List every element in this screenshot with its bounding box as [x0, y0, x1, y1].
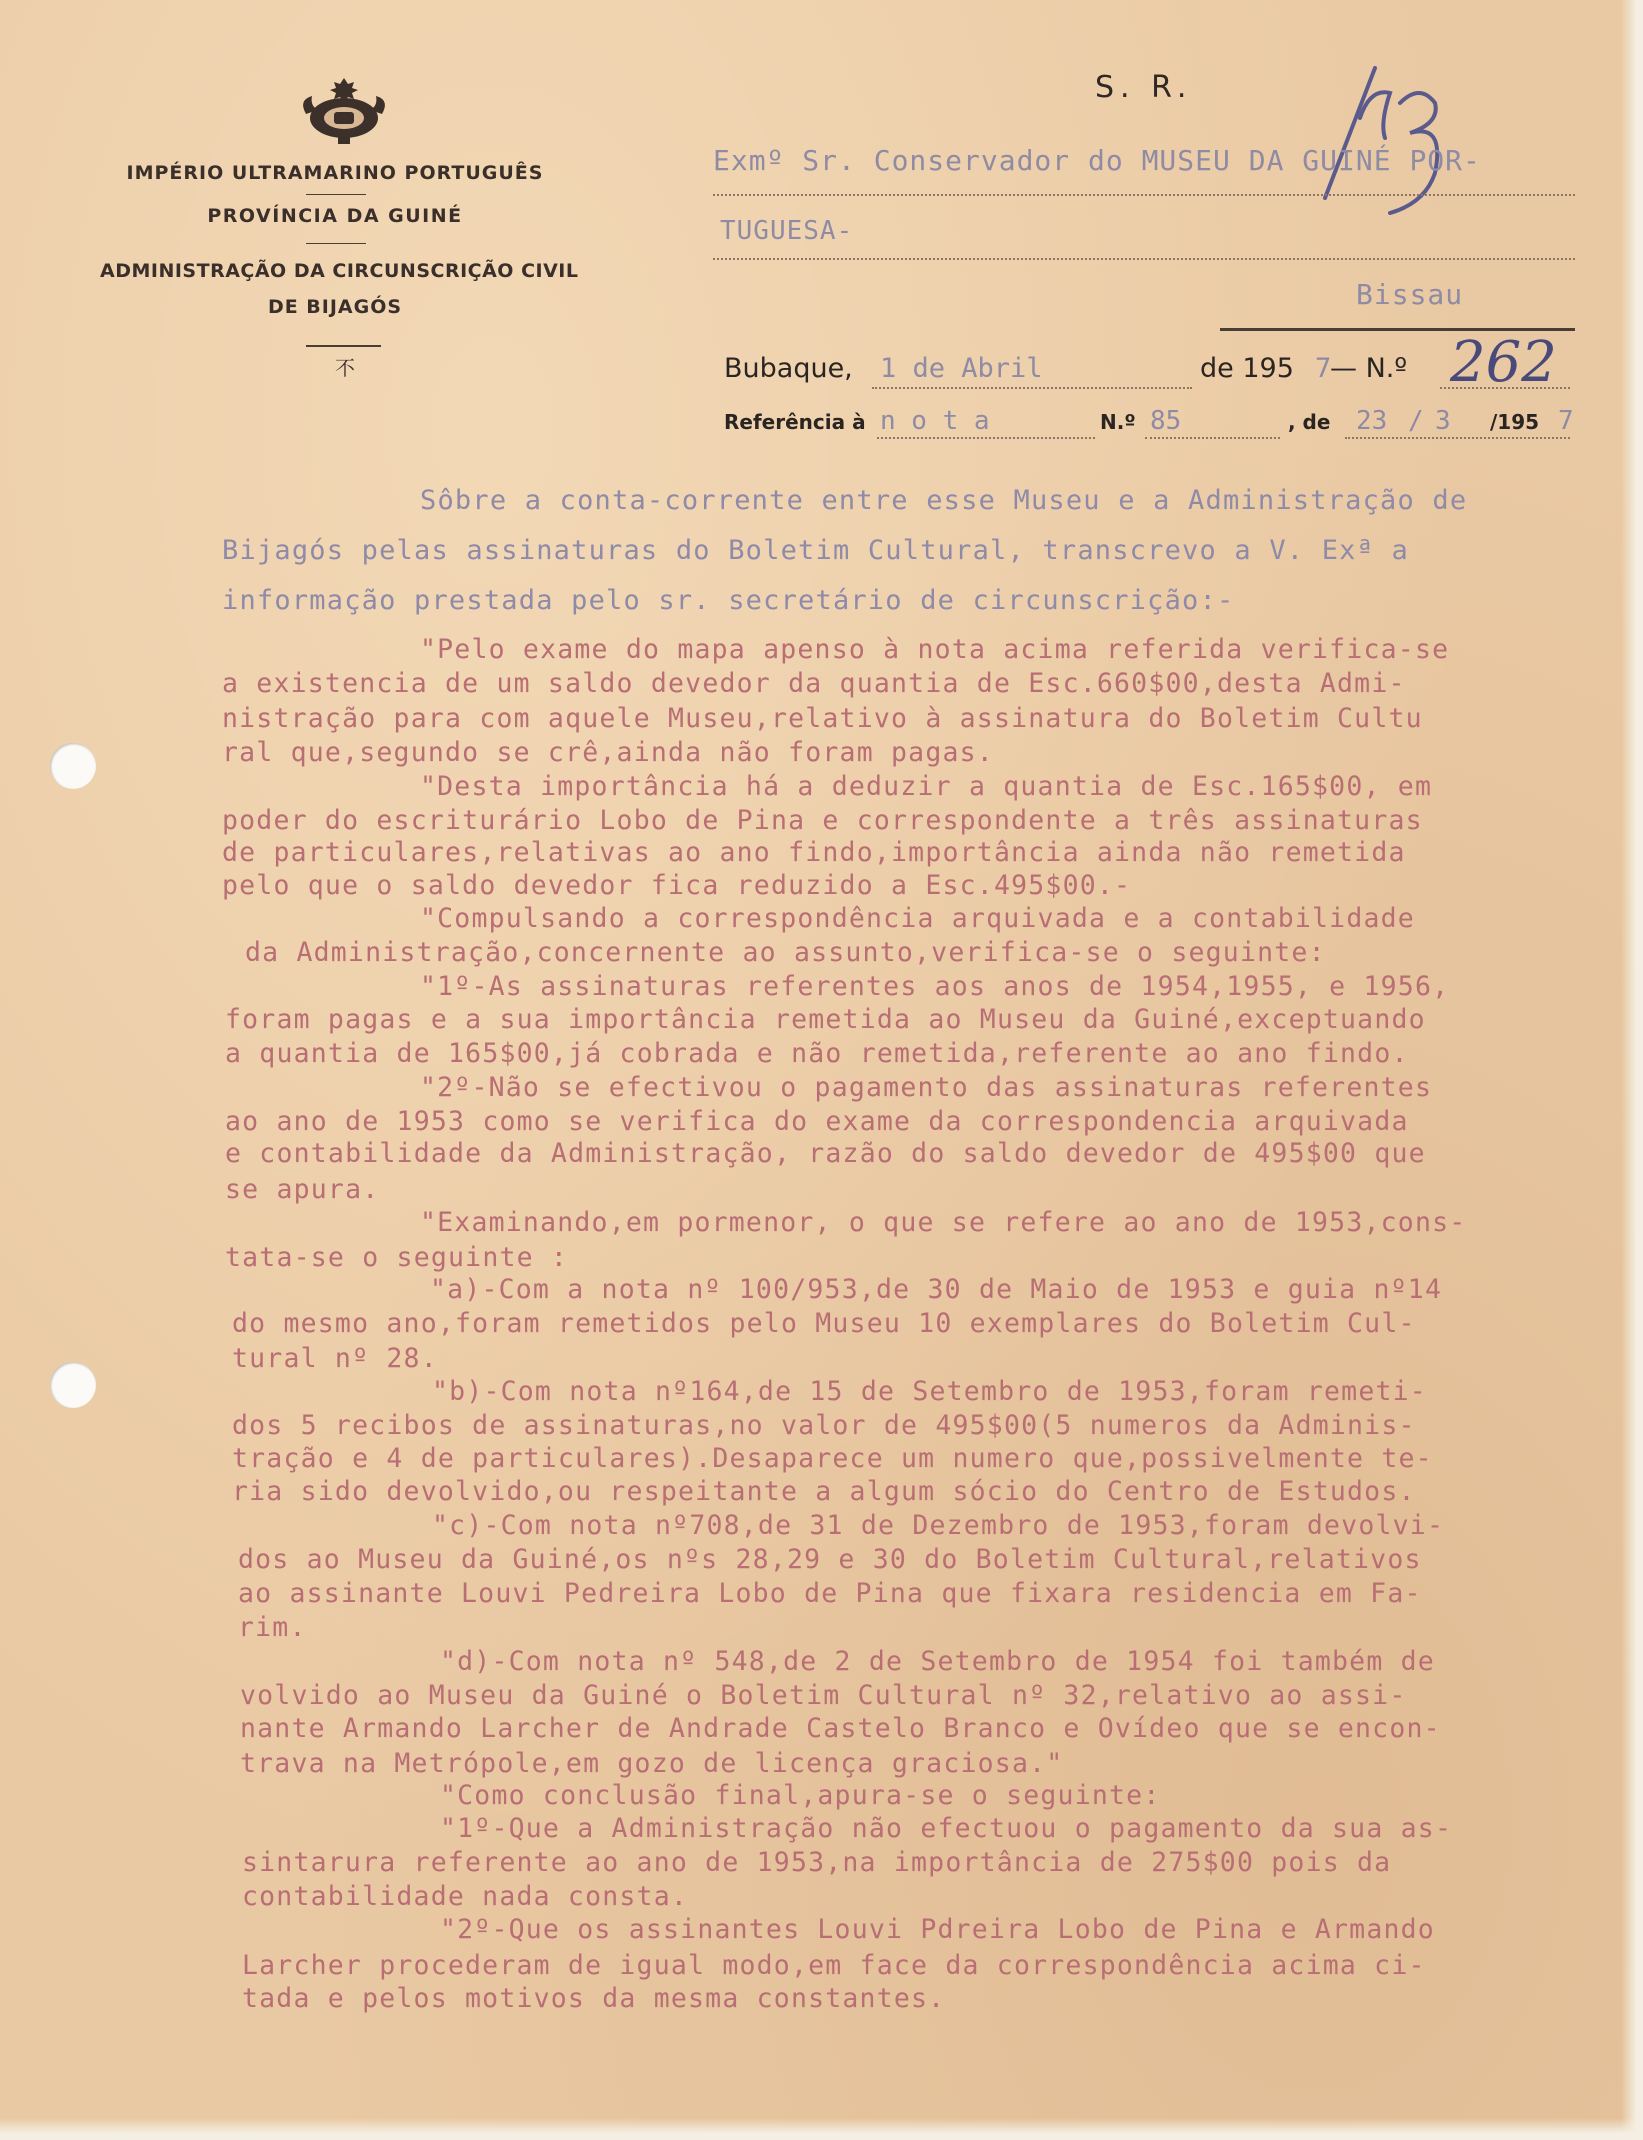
reference-date-rule — [1345, 437, 1570, 439]
punch-hole-bottom — [50, 1362, 96, 1408]
body-quote-line: sintarura referente ao ano de 1953,na importância de 275$00 pois da — [242, 1847, 1392, 1878]
body-quote-line: "Compulsando a correspondência arquivada e a contabilidade — [420, 903, 1415, 934]
body-quote-line: tada e pelos motivos da mesma constantes. — [242, 1983, 946, 2014]
body-quote-line: a quantia de 165$00,já cobrada e não remetida,referente ao ano findo. — [225, 1038, 1409, 1069]
place-label: Bubaque, — [724, 353, 853, 384]
reference-number: 85 — [1150, 406, 1182, 436]
body-quote-line: nistração para com aquele Museu,relativo à assinatura do Boletim Cultu — [222, 703, 1423, 734]
body-quote-line: contabilidade nada consta. — [242, 1881, 689, 1912]
letterhead-province: PROVÍNCIA DA GUINÉ — [207, 205, 463, 227]
body-quote-line: pelo que o saldo devedor fica reduzido a Esc.495$00.- — [222, 870, 1132, 901]
body-quote-line: "a)-Com a nota nº 100/953,de 30 de Maio de 1953 e guia nº14 — [430, 1274, 1443, 1305]
coat-of-arms-icon — [298, 74, 390, 146]
body-quote-line: "1º-As assinaturas referentes aos anos de 1954,1955, e 1956, — [420, 971, 1450, 1002]
body-quote-line: "c)-Com nota nº708,de 31 de Dezembro de 1953,foram devolvi- — [432, 1510, 1445, 1541]
body-quote-line: foram pagas e a sua importância remetida ao Museu da Guiné,exceptuando — [225, 1004, 1426, 1035]
page-edge-bottom — [0, 2118, 1643, 2140]
letterhead-symbol: 不 — [335, 356, 355, 380]
body-quote-line: trava na Metrópole,em gozo de licença graciosa." — [240, 1748, 1064, 1779]
letterhead-divider-2 — [306, 243, 366, 244]
body-quote-line: volvido ao Museu da Guiné o Boletim Cultural nº 32,relativo ao assi- — [240, 1680, 1407, 1711]
body-intro-line: informação prestada pelo sr. secretário de circunscrição:- — [222, 585, 1235, 616]
body-quote-line: ao ano de 1953 como se verifica do exame da correspondencia arquivada — [225, 1106, 1409, 1137]
body-quote-line: do mesmo ano,foram remetidos pelo Museu 10 exemplares do Boletim Cul- — [232, 1308, 1416, 1339]
body-quote-line: "2º-Não se efectivou o pagamento das assinaturas referentes — [420, 1072, 1433, 1103]
addressee-line-2: TUGUESA- — [720, 216, 854, 246]
body-quote-line: Larcher procederam de igual modo,em face da correspondência acima ci- — [242, 1950, 1426, 1981]
addressee-rule-2 — [713, 258, 1575, 260]
letterhead-bijagos: DE BIJAGÓS — [267, 296, 403, 318]
body-intro-line: Bijagós pelas assinaturas do Boletim Cultural, transcrevo a V. Exª a — [222, 535, 1409, 566]
number-label: — N.º — [1330, 353, 1408, 384]
body-quote-line: "b)-Com nota nº164,de 15 de Setembro de 1953,foram remeti- — [432, 1376, 1427, 1407]
letter-number: 262 — [1450, 330, 1557, 395]
body-quote-line: tata-se o seguinte : — [225, 1242, 569, 1273]
punch-hole-top — [50, 743, 96, 789]
body-quote-line: e contabilidade da Administração, razão do saldo devedor de 495$00 que — [225, 1138, 1426, 1169]
body-quote-line: da Administração,concernente ao assunto,verifica-se o seguinte: — [245, 937, 1326, 968]
letterhead-divider-3 — [306, 345, 381, 347]
body-quote-line: nante Armando Larcher de Andrade Castelo Branco e Ovídeo que se encon- — [240, 1713, 1441, 1744]
body-quote-line: "Desta importância há a deduzir a quantia de Esc.165$00, em — [420, 771, 1433, 802]
body-quote-line: tração e 4 de particulares).Desaparece um numero que,possivelmente te- — [232, 1443, 1433, 1474]
body-quote-line: tural nº 28. — [232, 1343, 438, 1374]
year-label: de 195 — [1200, 353, 1294, 384]
reference-label: Referência à — [724, 410, 866, 434]
body-quote-line: a existencia de um saldo devedor da quantia de Esc.660$00,desta Admi- — [222, 668, 1406, 699]
reference-number-rule — [1145, 437, 1280, 439]
body-quote-line: se apura. — [225, 1174, 380, 1205]
reference-month: 3 — [1435, 406, 1451, 436]
reference-type-rule — [877, 437, 1095, 439]
body-quote-line: "Como conclusão final,apura-se o seguinte: — [440, 1780, 1161, 1811]
sr-heading: S. R. — [1095, 70, 1193, 105]
letterhead-empire: IMPÉRIO ULTRAMARINO PORTUGUÊS — [126, 162, 544, 184]
body-quote-line: dos ao Museu da Guiné,os nºs 28,29 e 30 do Boletim Cultural,relativos — [238, 1544, 1422, 1575]
body-quote-line: de particulares,relativas ao ano findo,importância ainda não remetida — [222, 837, 1406, 868]
reference-type: n o t a — [880, 406, 990, 436]
body-quote-line: dos 5 recibos de assinaturas,no valor de 495$00(5 numeros da Adminis- — [232, 1410, 1416, 1441]
number-dotted-rule — [1440, 387, 1570, 389]
date-value: 1 de Abril — [880, 353, 1043, 384]
body-quote-line: "1º-Que a Administração não efectuou o pagamento da sua as- — [440, 1813, 1453, 1844]
year-digit: 7 — [1315, 353, 1332, 384]
reference-sep: / — [1408, 406, 1424, 436]
body-quote-line: "2º-Que os assinantes Louvi Pdreira Lobo de Pina e Armando — [440, 1914, 1435, 1945]
reference-date-label: , de — [1288, 410, 1331, 434]
body-quote-line: ria sido devolvido,ou respeitante a algum sócio do Centro de Estudos. — [232, 1476, 1416, 1507]
body-quote-line: "Examinando,em pormenor, o que se refere ao ano de 1953,cons- — [420, 1207, 1467, 1238]
body-intro-line: Sôbre a conta-corrente entre esse Museu e a Administração de — [420, 485, 1468, 516]
addressee-line-1: Exmº Sr. Conservador do MUSEU DA GUINÉ POR- — [713, 144, 1481, 177]
body-quote-line: ao assinante Louvi Pedreira Lobo de Pina que fixara residencia em Fa- — [238, 1578, 1422, 1609]
body-quote-line: "d)-Com nota nº 548,de 2 de Setembro de 1954 foi também de — [440, 1646, 1435, 1677]
letterhead-administration: ADMINISTRAÇÃO DA CIRCUNSCRIÇÃO CIVIL — [100, 260, 579, 282]
body-quote-line: rim. — [238, 1612, 307, 1643]
reference-year-label: /195 — [1490, 410, 1540, 434]
body-quote-line: "Pelo exame do mapa apenso à nota acima referida verifica-se — [420, 634, 1450, 665]
addressee-rule-1 — [713, 194, 1575, 196]
reference-number-label: N.º — [1100, 410, 1136, 434]
date-dotted-rule — [872, 387, 1192, 389]
body-quote-line: ral que,segundo se crê,ainda não foram pagas. — [222, 737, 994, 768]
reference-day: 23 — [1356, 406, 1388, 436]
page-edge-right — [1621, 0, 1643, 2140]
body-quote-line: poder do escriturário Lobo de Pina e correspondente a três assinaturas — [222, 805, 1423, 836]
reference-year-digit: 7 — [1558, 406, 1574, 436]
addressee-city: Bissau — [1356, 278, 1464, 311]
letterhead-divider-1 — [306, 194, 366, 195]
